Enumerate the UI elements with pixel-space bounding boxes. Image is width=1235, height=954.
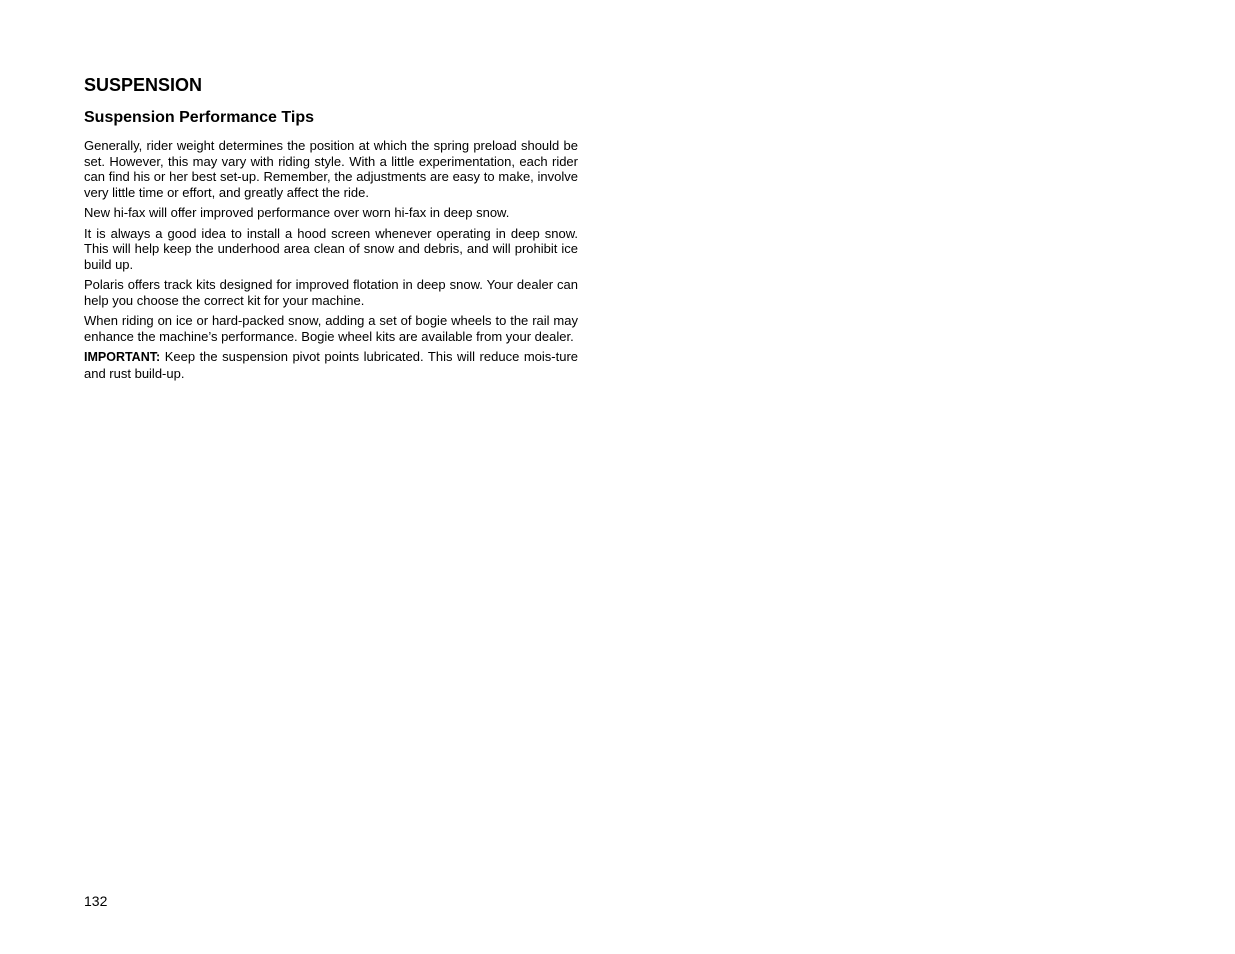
paragraph-hood-screen: It is always a good idea to install a hood screen whenever operating in deep snow. This will help keep the underhood area clean of snow and debris, and will prohibit ice build up.	[84, 225, 578, 272]
subsection-title: Suspension Performance Tips	[84, 109, 314, 126]
page-number: 132	[84, 893, 108, 909]
paragraph-track-kits: Polaris offers track kits designed for improved flotation in deep snow. Your dealer can help you choose the correct kit for your machine.	[84, 277, 578, 308]
section-title: SUSPENSION	[84, 75, 203, 95]
important-text: Keep the suspension pivot points lubricated. This will reduce mois-ture and rust build-up.	[84, 349, 578, 381]
paragraph-hi-fax: New hi-fax will offer improved performance over worn hi-fax in deep snow.	[84, 205, 510, 220]
paragraph-bogie-wheels: When riding on ice or hard-packed snow, adding a set of bogie wheels to the rail may enhance the machine’s performance. Bogie wheel kits are available from your dealer.	[84, 313, 578, 344]
page-content	[84, 74, 578, 386]
important-label: IMPORTANT:	[84, 350, 161, 364]
paragraph-spring-preload: Generally, rider weight determines the position at which the spring preload should be set. However, this may vary with riding style. With a little experimentation, each rider can find his or her best set-up. Remember, the adjustments are easy to make, involve very little time or effort, and greatly affect the ride.	[84, 138, 578, 200]
important-note	[84, 349, 578, 381]
